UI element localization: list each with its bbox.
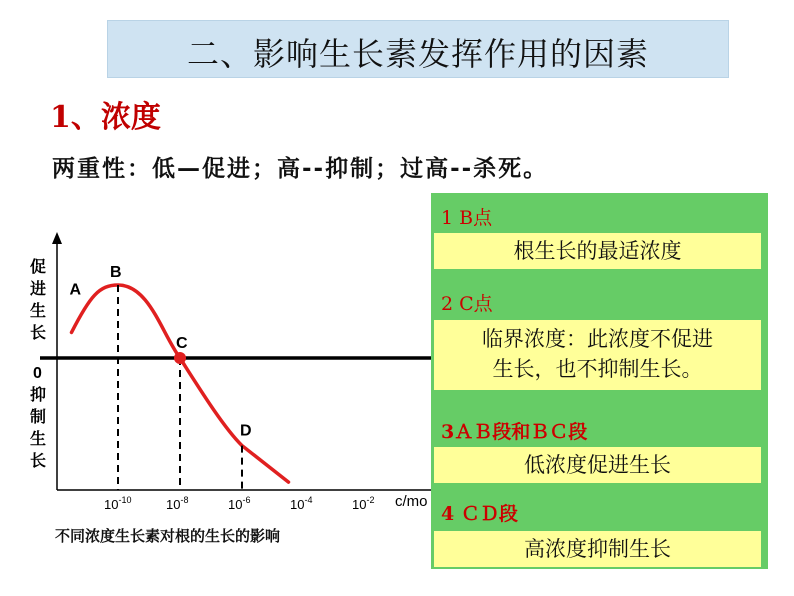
slide-title: 二、影响生长素发挥作用的因素 <box>186 35 649 73</box>
concentration-chart <box>0 220 432 550</box>
item2-answer <box>434 320 761 390</box>
y-label-char: 生 <box>30 429 47 448</box>
y-label-char: 长 <box>30 451 47 470</box>
x-tick-label: $10^{-4}$ <box>290 495 313 512</box>
item2-label: 2 C点 <box>441 293 493 315</box>
dual-effect-statement: 两重性：低—促进；高--抑制；过高--杀死。 <box>52 156 549 182</box>
point-b-label: B <box>110 264 122 281</box>
y-label-char: 制 <box>30 407 47 426</box>
y-label-char: 促 <box>30 257 47 276</box>
x-tick-label: $10^{-10}$ <box>104 495 132 512</box>
chart-svg <box>0 220 432 550</box>
item1-answer: 根生长的最适浓度 <box>434 233 761 269</box>
point-c-label: C <box>176 335 188 352</box>
point-d-label: D <box>240 422 252 440</box>
section-heading <box>50 92 161 136</box>
y-label-inhibit <box>30 385 46 470</box>
y-label-char: 生 <box>30 301 47 320</box>
item4-answer: 高浓度抑制生长 <box>434 531 761 567</box>
item2-answer-line2: 生长，也不抑制生长。 <box>492 357 703 381</box>
x-unit-label: c/mo <box>395 493 428 510</box>
point-c-marker <box>174 352 186 364</box>
y-zero-label: 0 <box>33 365 42 382</box>
answer-panel <box>431 193 768 569</box>
x-tick-label: $10^{-8}$ <box>166 495 189 512</box>
item3-answer: 低浓度促进生长 <box>434 447 761 483</box>
item3-label: 3ＡＢ段和ＢＣ段 <box>441 421 588 443</box>
section-number: 1、 <box>50 100 101 135</box>
x-tick-labels <box>104 495 374 512</box>
title-banner <box>107 20 729 78</box>
y-label-char: 抑 <box>30 385 47 404</box>
item1-label: 1 B点 <box>441 207 493 229</box>
y-label-char: 长 <box>30 323 47 342</box>
item2-answer-line1: 临界浓度：此浓度不促进 <box>482 327 713 351</box>
chart-caption: 不同浓度生长素对根的生长的影响 <box>55 527 281 545</box>
item4-label: 4 ＣＤ段 <box>441 503 518 525</box>
point-a-label: A <box>69 281 82 299</box>
section-text: 浓度 <box>100 100 161 135</box>
y-label-promote <box>30 257 46 342</box>
y-axis-arrow <box>52 232 62 244</box>
x-tick-label: $10^{-6}$ <box>228 495 251 512</box>
y-label-char: 进 <box>30 279 47 298</box>
x-tick-label: $10^{-2}$ <box>352 495 375 512</box>
